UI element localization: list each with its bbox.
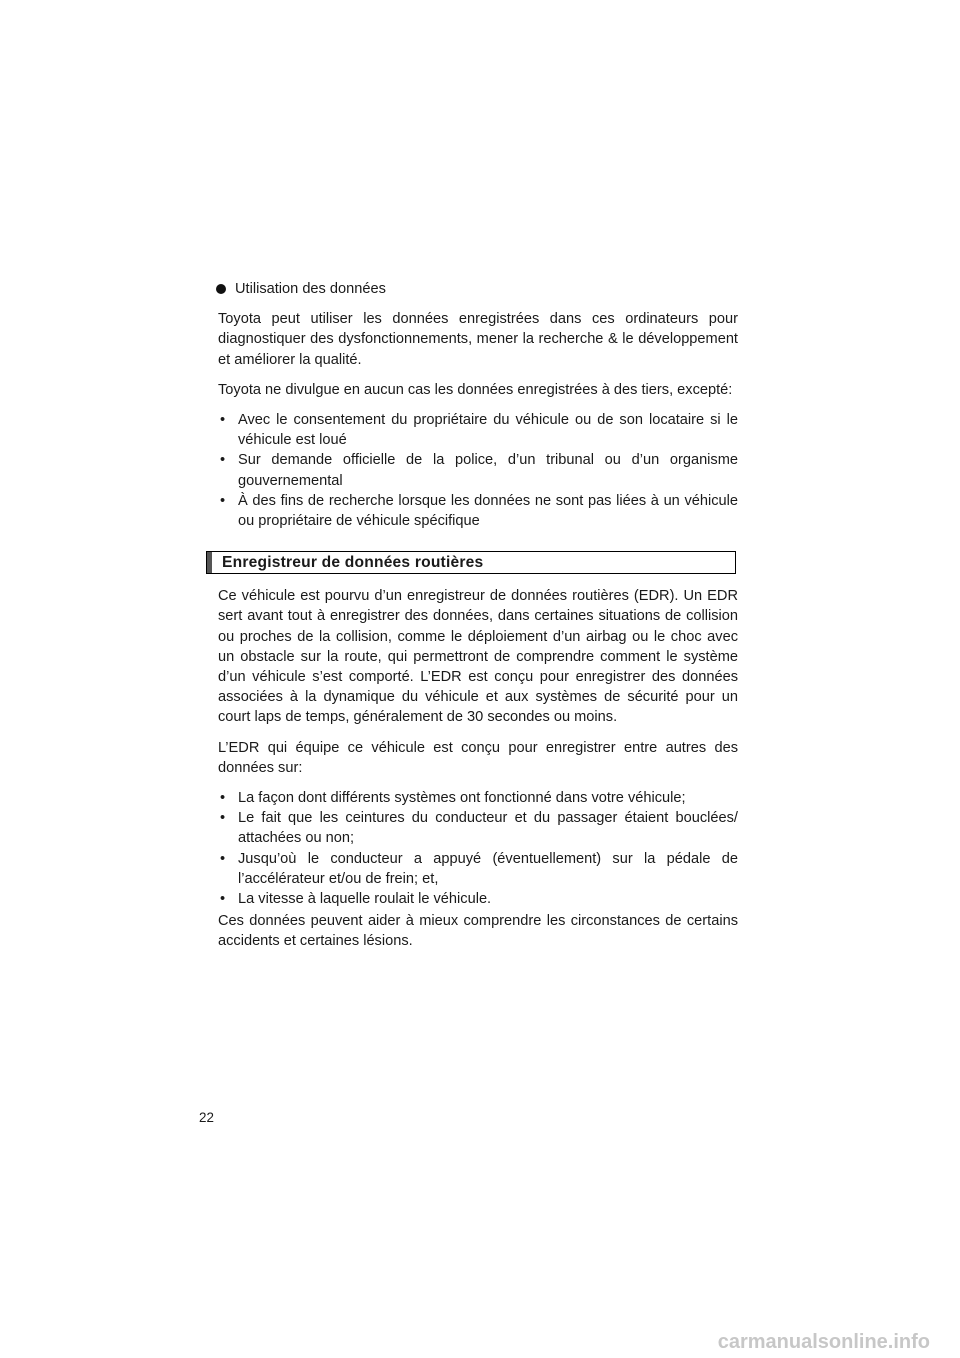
subheading-text: Utilisation des données <box>235 281 386 297</box>
paragraph: Toyota peut utiliser les données enregistrées dans ces ordinateurs pour diagnostiquer des dysfonctionnements, mener la recherche & le développement et améliorer la qualité. <box>218 311 738 368</box>
section-header <box>206 551 736 574</box>
bullet-list <box>218 410 738 531</box>
paragraph: Toyota ne divulgue en aucun cas les données enregistrées à des tiers, excepté: <box>218 381 733 398</box>
bullet-icon: • <box>220 810 226 827</box>
list-item: • Jusqu’où le conducteur a appuyé (éventuellement) sur la pédale de l’accélérateur et/ou de frein; et, <box>220 850 738 887</box>
bullet-icon: • <box>220 891 226 908</box>
bullet-icon: • <box>220 492 226 509</box>
list-item: • À des fins de recherche lorsque les données ne sont pas liées à un véhicule ou propriétaire de véhicule spécifique <box>220 492 738 530</box>
list-item: • Le fait que les ceintures du conducteur et du passager étaient bouclées/ attachées ou non; <box>220 810 738 847</box>
header-tab <box>207 552 212 573</box>
list-item: • La façon dont différents systèmes ont fonctionné dans votre véhicule; <box>218 788 738 808</box>
bullet-icon: • <box>220 452 226 469</box>
section-title: Enregistreur de données routières <box>222 553 484 571</box>
bullet-list <box>218 788 738 909</box>
page-content <box>218 279 738 962</box>
filled-circle-icon <box>216 284 226 294</box>
paragraph: Ces données peuvent aider à mieux comprendre les circonstances de certains accidents et certaines lésions. <box>218 913 738 950</box>
bullet-icon: • <box>220 850 226 867</box>
list-item: • La vitesse à laquelle roulait le véhicule. <box>218 889 738 909</box>
list-item: • Avec le consentement du propriétaire du véhicule ou de son locataire si le véhicule est loué <box>220 412 738 449</box>
bullet-icon: • <box>220 412 226 429</box>
paragraph: Ce véhicule est pourvu d’un enregistreur de données routières (EDR). Un EDR sert avant tout à enregistrer des données, dans certaines situations de collision ou proches de la collision, comme le déploiement d’un airbag ou le choc avec un obstacle sur la route, qui permettront de comprendre comment le système d’un véhicule s’est comporté. L’EDR est conçu pour enregistrer des données associées à la dynamique du véhicule et aux systèmes de sécurité pour un court laps de temps, généralement de 30 secondes ou moins. <box>218 588 738 726</box>
subheading <box>216 279 738 299</box>
page-number: 22 <box>199 1110 214 1125</box>
paragraph: L’EDR qui équipe ce véhicule est conçu pour enregistrer entre autres des données sur: <box>218 739 738 776</box>
bullet-icon: • <box>220 790 226 807</box>
list-item: • Sur demande officielle de la police, d’un tribunal ou d’un organisme gouvernemental <box>220 452 738 489</box>
watermark: carmanualsonline.info <box>717 1331 930 1353</box>
